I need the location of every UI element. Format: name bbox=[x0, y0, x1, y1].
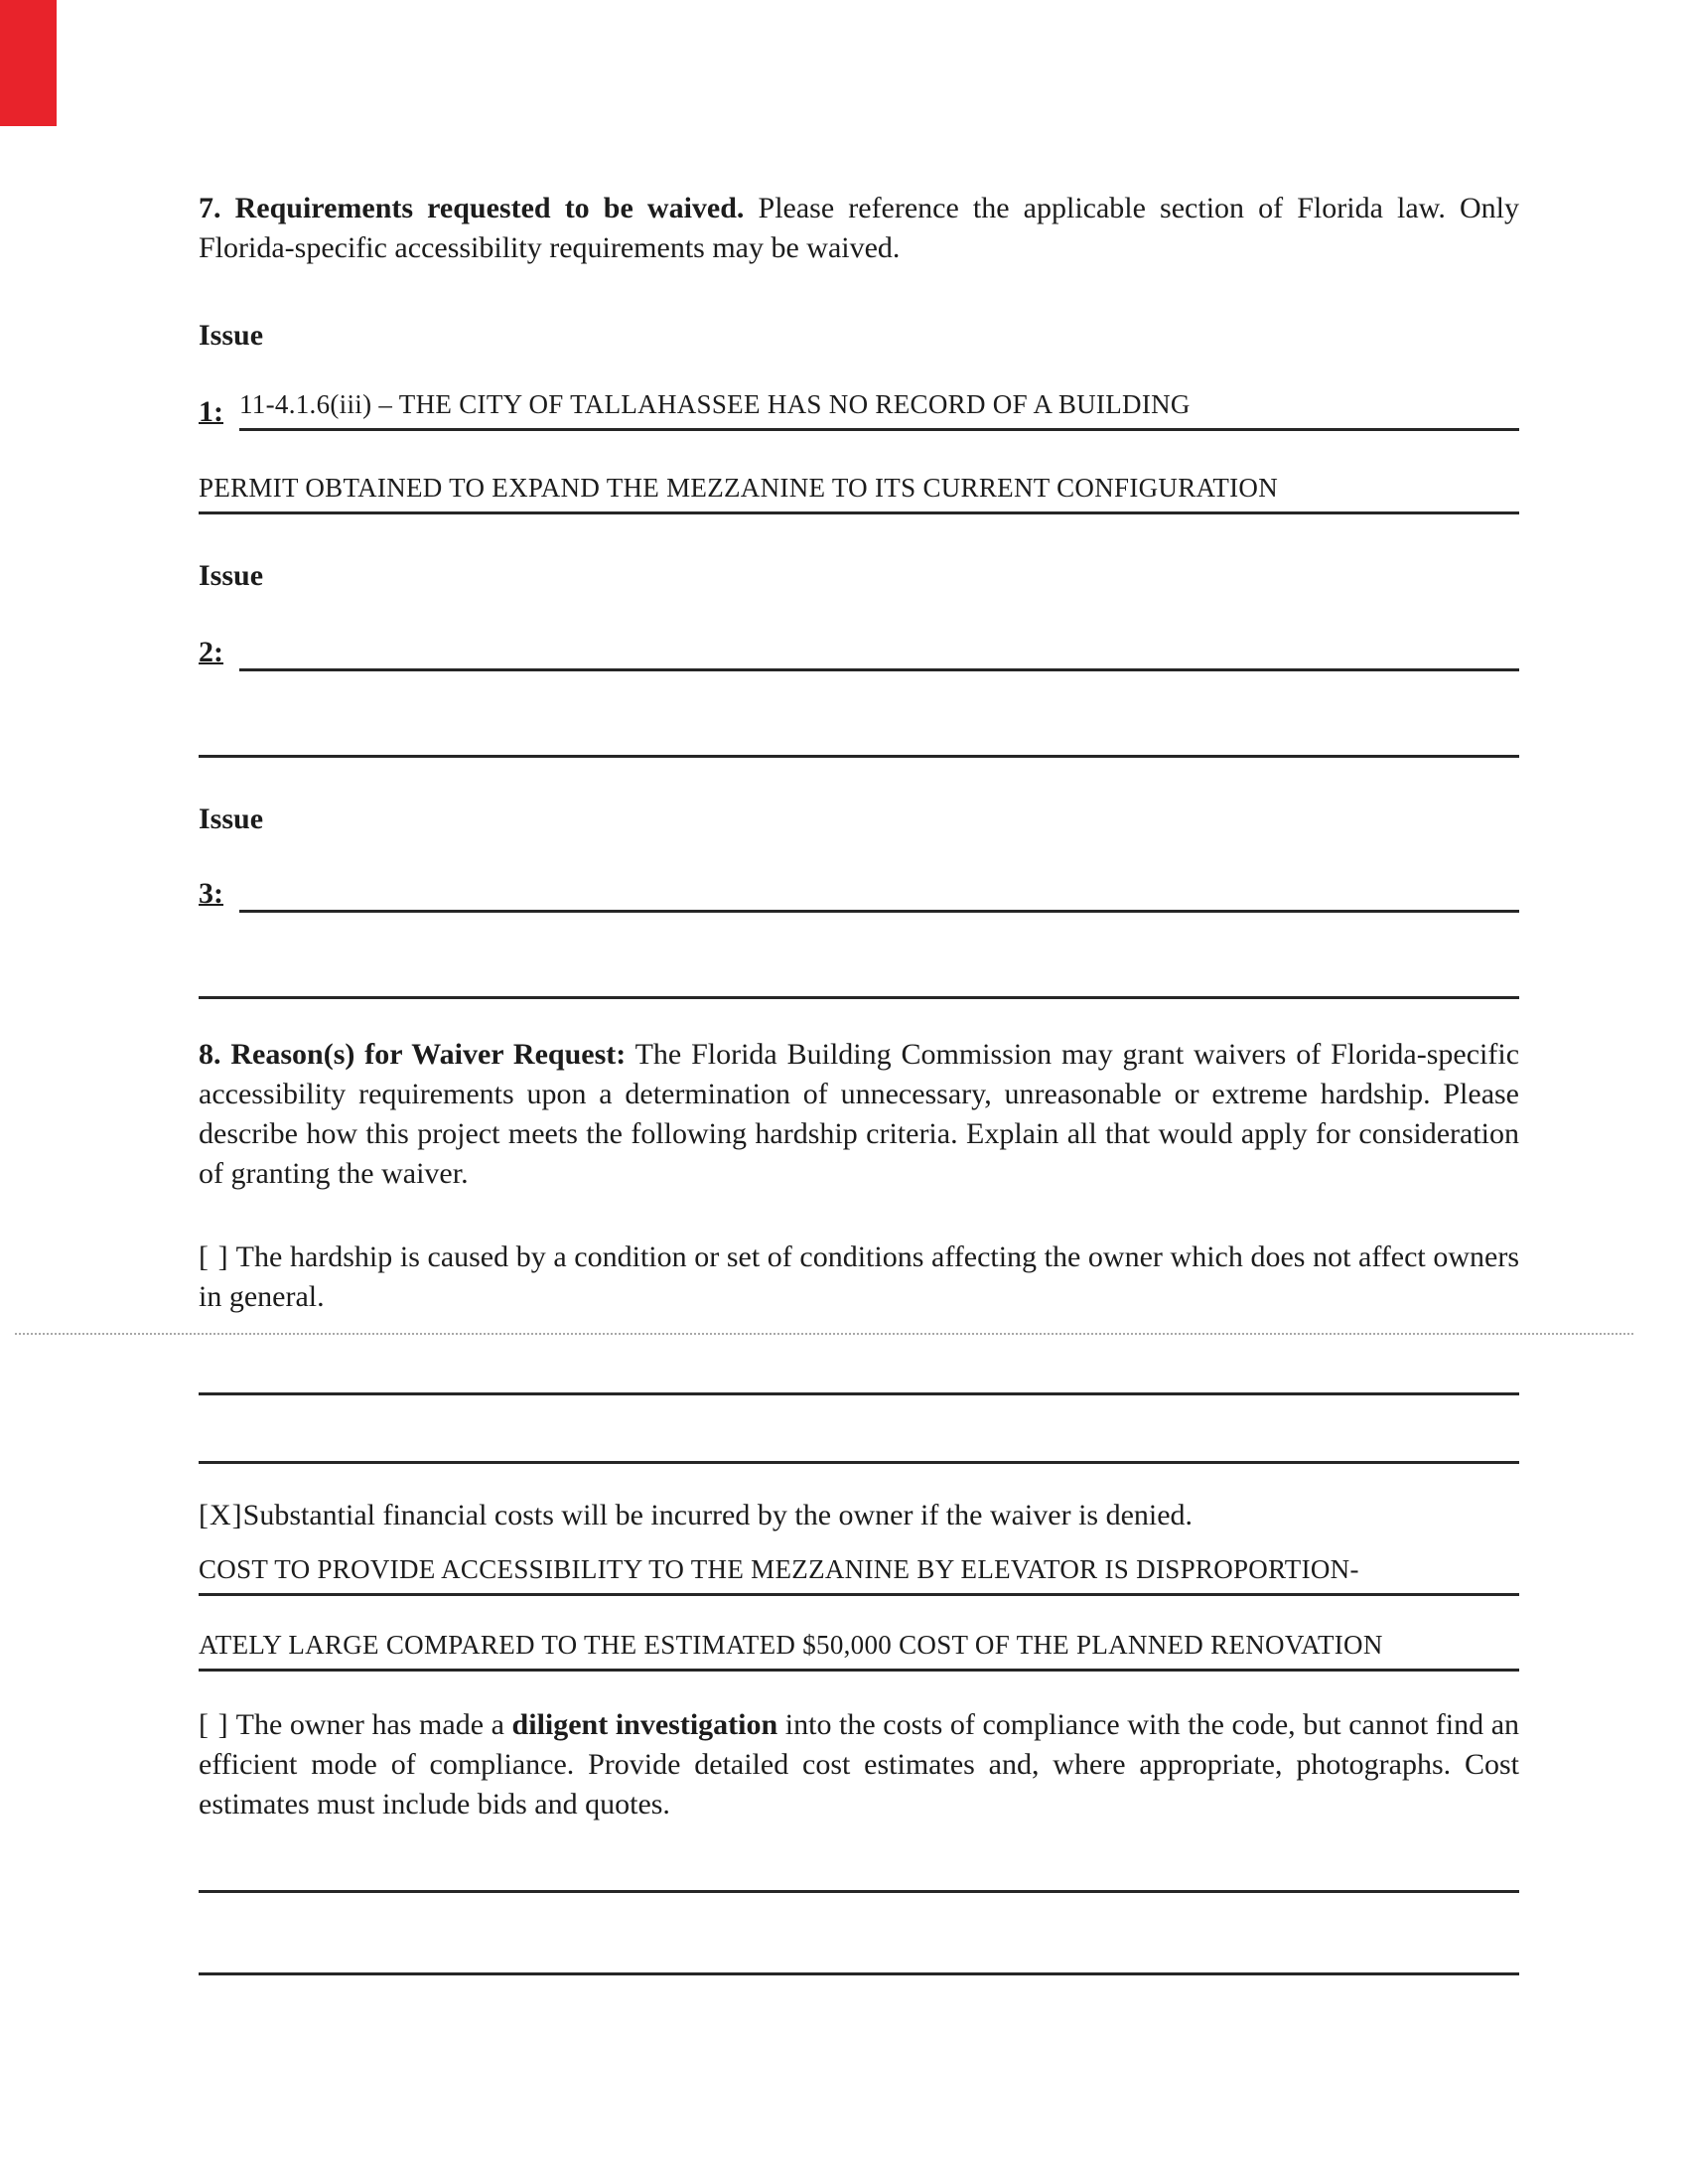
issue-2-label: Issue bbox=[199, 559, 264, 592]
issue-2-field-line2[interactable] bbox=[199, 755, 1519, 758]
criterion-financial-text: Substantial financial costs will be incurred by the owner if the waiver is denied. bbox=[242, 1499, 1194, 1531]
criterion-investigation-paragraph bbox=[199, 1705, 1519, 1824]
issue-3-label: Issue bbox=[199, 802, 264, 835]
red-scan-mark bbox=[0, 0, 57, 126]
form-content bbox=[199, 189, 1519, 1975]
issue-2-number: 2: bbox=[199, 636, 223, 668]
scan-artifact-dotted-line bbox=[15, 1333, 1633, 1335]
criterion-hardship-paragraph bbox=[199, 1238, 1519, 1317]
section8-intro-text: The Florida Building Commission may grant waivers of Florida-specific accessibility requirements upon a determination of unnecessary, unreasonable or extreme hardship. Please describe how this project meets the following hardship criteria. Explain all that would apply for consideration of granting the waiver. bbox=[199, 1038, 1520, 1190]
issue-3-field-line1[interactable] bbox=[239, 868, 1519, 913]
checkbox-financial-checked[interactable]: [X] bbox=[199, 1499, 243, 1531]
investigation-answer-line1[interactable] bbox=[199, 1890, 1519, 1893]
section7-intro-paragraph bbox=[199, 189, 1519, 268]
financial-answer-line2[interactable]: ATELY LARGE COMPARED TO THE ESTIMATED $50,000 COST OF THE PLANNED RENOVATION bbox=[199, 1627, 1519, 1672]
criterion-investigation-text-post: into the costs of compliance with the code, but cannot find an efficient mode of compliance. Provide detailed cost estimates and, where appropriate, photographs. Cost estimates must include bids and quotes. bbox=[199, 1708, 1520, 1820]
section7-heading: 7. Requirements requested to be waived. bbox=[199, 192, 745, 224]
hardship-answer-line2[interactable] bbox=[199, 1461, 1519, 1464]
issue-1-field-line2[interactable]: PERMIT OBTAINED TO EXPAND THE MEZZANINE TO ITS CURRENT CONFIGURATION bbox=[199, 470, 1519, 514]
issue-1-field-line1[interactable]: 11-4.1.6(iii) – THE CITY OF TALLAHASSEE HAS NO RECORD OF A BUILDING bbox=[239, 386, 1519, 431]
issue-1-number: 1: bbox=[199, 395, 223, 428]
checkbox-hardship-unchecked[interactable]: [ ] bbox=[199, 1240, 229, 1273]
criterion-investigation-bold: diligent investigation bbox=[511, 1708, 778, 1741]
financial-answer-line1[interactable]: COST TO PROVIDE ACCESSIBILITY TO THE MEZZANINE BY ELEVATOR IS DISPROPORTION- bbox=[199, 1551, 1519, 1596]
criterion-financial-paragraph bbox=[199, 1496, 1519, 1535]
issue-2-field-line1[interactable] bbox=[239, 627, 1519, 671]
issue-2-row bbox=[199, 627, 1519, 671]
section8-intro-paragraph bbox=[199, 1035, 1519, 1194]
hardship-answer-line1[interactable] bbox=[199, 1392, 1519, 1395]
issue-3-row bbox=[199, 868, 1519, 913]
issue-1-row bbox=[199, 386, 1519, 431]
investigation-answer-line2[interactable] bbox=[199, 1972, 1519, 1975]
issue-3-field-line2[interactable] bbox=[199, 996, 1519, 999]
checkbox-investigation-unchecked[interactable]: [ ] bbox=[199, 1708, 229, 1741]
issue-3-number: 3: bbox=[199, 877, 223, 910]
section7-intro-text: Please reference the applicable section of Florida law. Only Florida-specific accessibility requirements may be waived. bbox=[199, 192, 1519, 264]
issue-1-row-2 bbox=[199, 470, 1519, 514]
criterion-investigation-text-pre: The owner has made a bbox=[228, 1708, 512, 1741]
criterion-hardship-text: The hardship is caused by a condition or set of conditions affecting the owner which does not affect owners in general. bbox=[199, 1240, 1519, 1313]
issue-1-label: Issue bbox=[199, 319, 264, 352]
section8-heading: 8. Reason(s) for Waiver Request: bbox=[199, 1038, 627, 1071]
